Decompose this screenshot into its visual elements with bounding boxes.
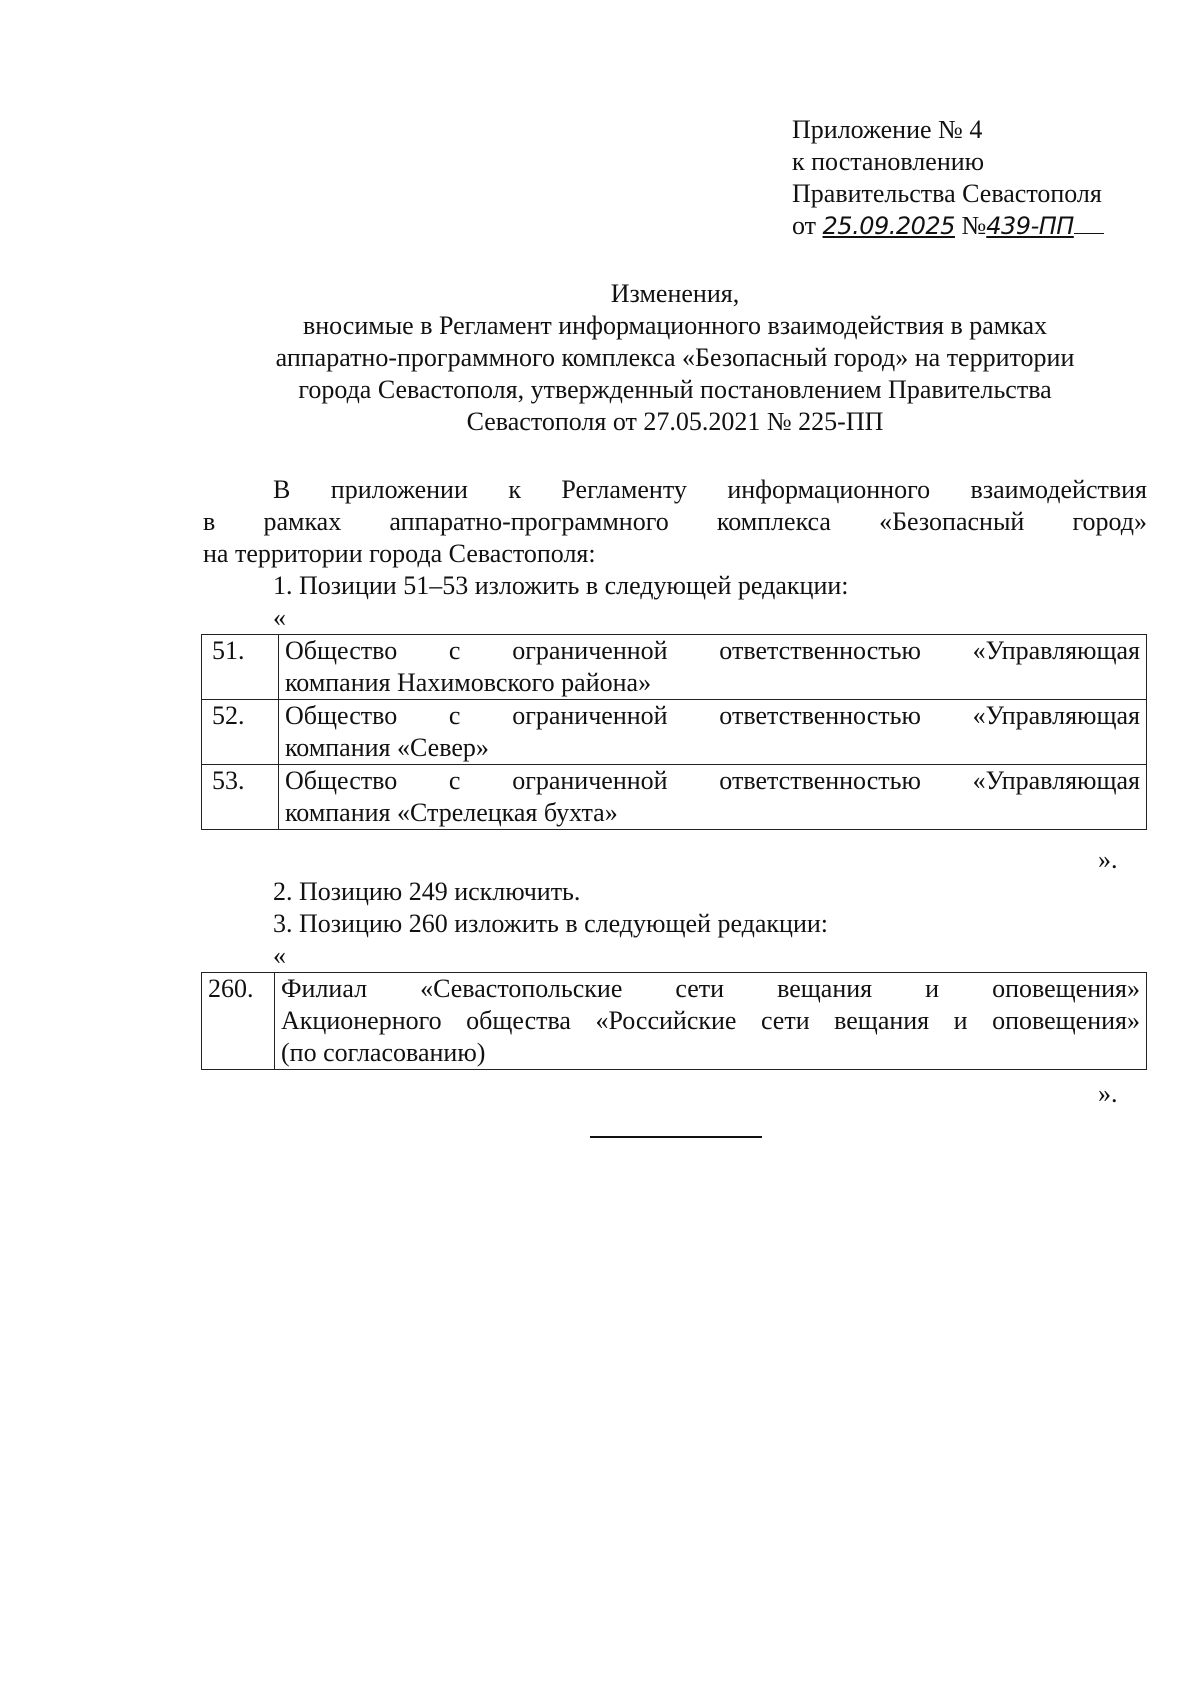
row-text-line: компания Нахимовского района»: [285, 668, 652, 697]
document-title: [200, 278, 1150, 438]
row-number: 260.: [202, 973, 275, 1070]
row-organization: [275, 973, 1147, 1070]
row-number: 51.: [202, 635, 279, 700]
row-text-line: Филиал «Севастопольские сети вещания и оповещения»: [281, 974, 1140, 1003]
header-government-line: Правительства Севастополя: [792, 179, 1102, 208]
positions-table-51-53: [201, 634, 1147, 830]
title-line: аппаратно-программного комплекса «Безопасный город» на территории: [275, 343, 1075, 372]
table-row: [202, 765, 1147, 830]
row-organization: [279, 635, 1147, 700]
date-prefix: от: [792, 211, 817, 240]
intro-line: В приложении к Регламенту информационного взаимодействия: [273, 475, 1147, 504]
approval-header: [792, 114, 1172, 242]
number-prefix: №: [961, 211, 987, 240]
row-text-line: компания «Стрелецкая бухта»: [285, 798, 618, 827]
position-table-260: [201, 972, 1147, 1070]
title-line: Севастополя от 27.05.2021 № 225-ПП: [466, 407, 884, 436]
title-line: города Севастополя, утвержденный постановлением Правительства: [298, 375, 1052, 404]
row-number: 53.: [202, 765, 279, 830]
row-organization: [279, 765, 1147, 830]
number-underline: [1074, 213, 1104, 234]
items-2-3: [203, 876, 1147, 940]
row-organization: [279, 700, 1147, 765]
header-date-number-line: [792, 210, 1172, 242]
table-row: [202, 973, 1147, 1070]
quote-close-2: ».: [1098, 1079, 1118, 1108]
table-row: [202, 700, 1147, 765]
intro-line: на территории города Севастополя:: [203, 539, 596, 568]
header-appendix-line: Приложение № 4: [792, 115, 983, 144]
quote-close-1: ».: [1098, 845, 1118, 874]
intro-paragraph: [203, 474, 1147, 602]
row-text-line: Общество с ограниченной ответственностью «Управляющая: [285, 701, 1140, 730]
intro-line: в рамках аппаратно-программного комплекса «Безопасный город»: [203, 507, 1147, 536]
end-divider: [590, 1136, 762, 1138]
table-row: [202, 635, 1147, 700]
row-text-line: Общество с ограниченной ответственностью «Управляющая: [285, 636, 1140, 665]
header-resolution-line: к постановлению: [792, 147, 985, 176]
item2-text: 2. Позицию 249 исключить.: [273, 877, 581, 906]
handwritten-date: 25.09.2025: [822, 212, 955, 240]
item3-text: 3. Позицию 260 изложить в следующей редакции:: [273, 909, 829, 938]
handwritten-number: 439-ПП: [986, 212, 1074, 240]
title-line: вносимые в Регламент информационного взаимодействия в рамках: [302, 311, 1048, 340]
quote-open-2: «: [273, 941, 286, 970]
row-number: 52.: [202, 700, 279, 765]
quote-open-1: «: [273, 603, 286, 632]
row-text-line: (по согласованию): [281, 1038, 486, 1067]
row-text-line: Общество с ограниченной ответственностью «Управляющая: [285, 766, 1140, 795]
row-text-line: Акционерного общества «Российские сети вещания и оповещения»: [281, 1006, 1140, 1035]
row-text-line: компания «Север»: [285, 733, 489, 762]
item1-text: 1. Позиции 51–53 изложить в следующей редакции:: [273, 571, 849, 600]
title-line: Изменения,: [610, 279, 740, 308]
